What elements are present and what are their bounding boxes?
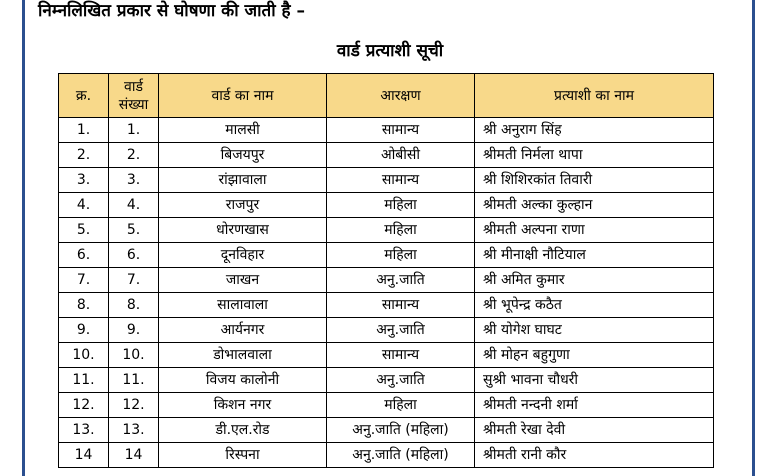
cell-ward-number: 11.	[109, 368, 159, 393]
cell-candidate: श्रीमती अल्का कुल्हान	[475, 193, 714, 218]
cell-candidate: श्री मीनाक्षी नौटियाल	[475, 243, 714, 268]
cell-candidate: श्री भूपेन्द्र कठैत	[475, 293, 714, 318]
header-serial: क्र.	[59, 74, 109, 118]
cell-serial: 8.	[59, 293, 109, 318]
cell-serial: 13.	[59, 418, 109, 443]
cell-reservation: सामान्य	[327, 118, 475, 143]
table-row	[59, 118, 714, 143]
cell-ward-number: 14	[109, 443, 159, 468]
table-header-row	[59, 74, 714, 118]
cell-ward-number: 12.	[109, 393, 159, 418]
table-row	[59, 243, 714, 268]
header-ward-name: वार्ड का नाम	[159, 74, 327, 118]
cell-candidate: श्रीमती अल्पना राणा	[475, 218, 714, 243]
cell-reservation: सामान्य	[327, 343, 475, 368]
cell-reservation: ओबीसी	[327, 143, 475, 168]
cell-serial: 7.	[59, 268, 109, 293]
table-row	[59, 193, 714, 218]
cell-reservation: अनु.जाति (महिला)	[327, 418, 475, 443]
table-row	[59, 368, 714, 393]
cell-serial: 3.	[59, 168, 109, 193]
header-ward-number: वार्ड संख्या	[109, 74, 159, 118]
cell-ward-number: 7.	[109, 268, 159, 293]
cell-ward-name: रांझावाला	[159, 168, 327, 193]
cell-ward-number: 3.	[109, 168, 159, 193]
cell-candidate: श्री योगेश घाघट	[475, 318, 714, 343]
table-row	[59, 293, 714, 318]
table-row	[59, 443, 714, 468]
table-row	[59, 418, 714, 443]
cell-ward-name: किशन नगर	[159, 393, 327, 418]
cell-ward-number: 9.	[109, 318, 159, 343]
cell-serial: 12.	[59, 393, 109, 418]
cell-ward-name: धोरणखास	[159, 218, 327, 243]
cell-candidate: श्रीमती रानी कौर	[475, 443, 714, 468]
cell-ward-number: 2.	[109, 143, 159, 168]
cell-reservation: अनु.जाति	[327, 318, 475, 343]
table-row	[59, 268, 714, 293]
cell-ward-name: आर्यनगर	[159, 318, 327, 343]
cell-ward-number: 1.	[109, 118, 159, 143]
cell-reservation: महिला	[327, 243, 475, 268]
cell-serial: 1.	[59, 118, 109, 143]
cell-candidate: श्री अमित कुमार	[475, 268, 714, 293]
cell-ward-number: 6.	[109, 243, 159, 268]
table-row	[59, 143, 714, 168]
cell-ward-number: 5.	[109, 218, 159, 243]
cell-ward-number: 4.	[109, 193, 159, 218]
cell-ward-name: सालावाला	[159, 293, 327, 318]
cell-reservation: महिला	[327, 193, 475, 218]
cell-reservation: सामान्य	[327, 293, 475, 318]
cell-candidate: श्रीमती रेखा देवी	[475, 418, 714, 443]
cell-reservation: अनु.जाति	[327, 368, 475, 393]
cell-serial: 10.	[59, 343, 109, 368]
cell-ward-name: विजय कालोनी	[159, 368, 327, 393]
cell-ward-number: 13.	[109, 418, 159, 443]
cell-candidate: श्रीमती निर्मला थापा	[475, 143, 714, 168]
cell-ward-number: 10.	[109, 343, 159, 368]
cell-serial: 9.	[59, 318, 109, 343]
candidate-table	[58, 73, 714, 468]
cell-ward-name: डोभालवाला	[159, 343, 327, 368]
cell-reservation: अनु.जाति (महिला)	[327, 443, 475, 468]
table-row	[59, 343, 714, 368]
cell-reservation: सामान्य	[327, 168, 475, 193]
table-row	[59, 393, 714, 418]
table-row	[59, 318, 714, 343]
cell-candidate: श्री अनुराग सिंह	[475, 118, 714, 143]
cell-ward-name: बिजयपुर	[159, 143, 327, 168]
cell-serial: 5.	[59, 218, 109, 243]
cell-ward-name: रिस्पना	[159, 443, 327, 468]
cell-ward-name: दूनविहार	[159, 243, 327, 268]
cell-serial: 6.	[59, 243, 109, 268]
cell-serial: 14	[59, 443, 109, 468]
cell-serial: 4.	[59, 193, 109, 218]
table-row	[59, 168, 714, 193]
cell-candidate: सुश्री भावना चौधरी	[475, 368, 714, 393]
cell-reservation: महिला	[327, 218, 475, 243]
cell-candidate: श्रीमती नन्दनी शर्मा	[475, 393, 714, 418]
cell-serial: 2.	[59, 143, 109, 168]
header-candidate: प्रत्याशी का नाम	[475, 74, 714, 118]
cell-serial: 11.	[59, 368, 109, 393]
cell-ward-name: राजपुर	[159, 193, 327, 218]
table-row	[59, 218, 714, 243]
cell-candidate: श्री मोहन बहुगुणा	[475, 343, 714, 368]
cell-candidate: श्री शिशिरकांत तिवारी	[475, 168, 714, 193]
cell-reservation: महिला	[327, 393, 475, 418]
header-reservation: आरक्षण	[327, 74, 475, 118]
cell-ward-number: 8.	[109, 293, 159, 318]
list-title: वार्ड प्रत्याशी सूची	[336, 41, 444, 61]
cell-reservation: अनु.जाति	[327, 268, 475, 293]
intro-text: निम्नलिखित प्रकार से घोषणा की जाती है –	[38, 1, 306, 21]
cell-ward-name: मालसी	[159, 118, 327, 143]
cell-ward-name: डी.एल.रोड	[159, 418, 327, 443]
cell-ward-name: जाखन	[159, 268, 327, 293]
